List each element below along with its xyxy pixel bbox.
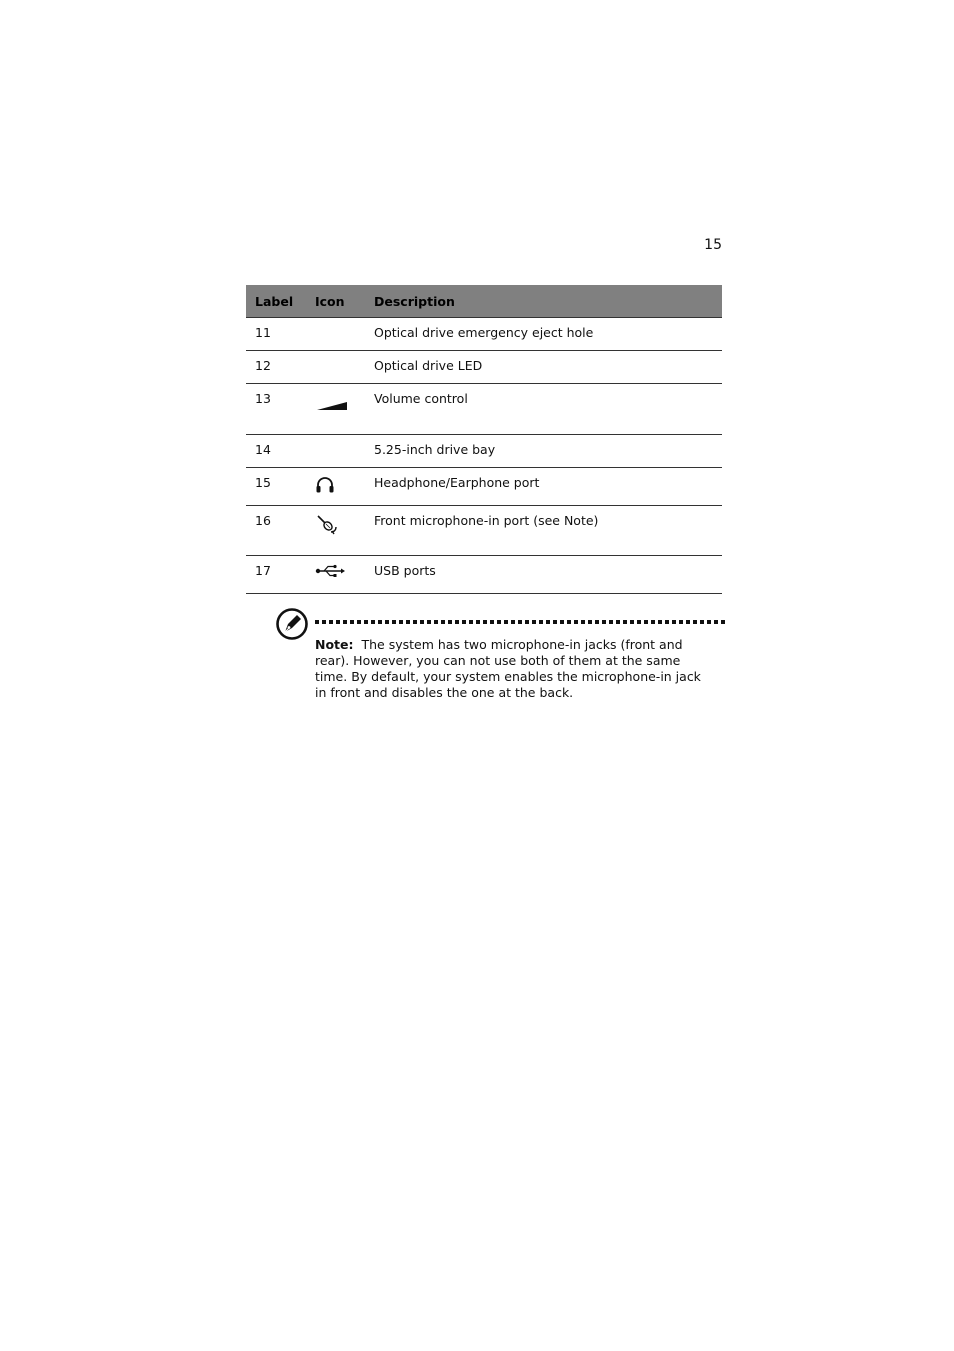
row-label: 17	[246, 556, 315, 594]
row-description: Headphone/Earphone port	[374, 468, 722, 506]
table-row	[246, 435, 722, 468]
port-description-table	[246, 285, 722, 594]
row-label: 15	[246, 468, 315, 506]
row-label: 14	[246, 435, 315, 468]
headphone-icon	[315, 475, 374, 495]
row-label: 13	[246, 384, 315, 435]
note-label: Note:	[315, 637, 354, 652]
row-icon-empty	[315, 351, 374, 384]
row-icon-empty	[315, 318, 374, 351]
table-row	[246, 318, 722, 351]
row-description: USB ports	[374, 556, 722, 594]
table-row	[246, 556, 722, 594]
page-number: 15	[704, 237, 722, 253]
row-icon-empty	[315, 435, 374, 468]
volume-wedge-icon	[315, 391, 374, 411]
row-description: Optical drive LED	[374, 351, 722, 384]
table-row	[246, 468, 722, 506]
usb-icon	[315, 563, 374, 579]
row-description: 5.25-inch drive bay	[374, 435, 722, 468]
header-label: Label	[246, 285, 315, 318]
note-body: The system has two microphone-in jacks (front and rear). However, you can not use both of them at the same time. By default, your system enables the microphone-in jack in front and disables the one at the back.	[315, 637, 701, 700]
table-row	[246, 506, 722, 556]
row-label: 12	[246, 351, 315, 384]
note-text	[315, 637, 715, 701]
header-icon: Icon	[315, 285, 374, 318]
table-header-row	[246, 285, 722, 318]
row-label: 16	[246, 506, 315, 556]
table-row	[246, 351, 722, 384]
note-dotted-divider	[315, 620, 725, 624]
row-description: Front microphone-in port (see Note)	[374, 506, 722, 556]
row-description: Volume control	[374, 384, 722, 435]
note-pen-icon	[275, 607, 309, 645]
table-row	[246, 384, 722, 435]
row-label: 11	[246, 318, 315, 351]
microphone-icon	[315, 513, 374, 535]
row-description: Optical drive emergency eject hole	[374, 318, 722, 351]
header-description: Description	[374, 285, 722, 318]
